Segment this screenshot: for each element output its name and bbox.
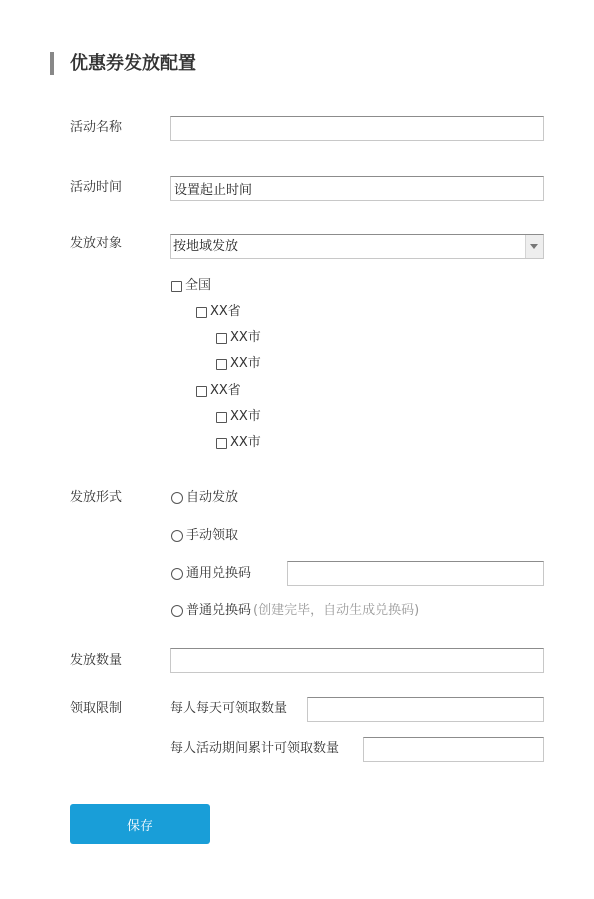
- quantity-label: 发放数量: [70, 653, 123, 668]
- per-day-limit-input[interactable]: [307, 697, 544, 722]
- city-option[interactable]: [216, 435, 261, 451]
- per-period-limit-input[interactable]: [363, 737, 544, 762]
- province-option[interactable]: [196, 383, 241, 399]
- method-normal-code-label: 普通兑换码: [186, 603, 252, 618]
- per-day-limit-label: 每人每天可领取数量: [170, 701, 288, 716]
- city-label: XX市: [230, 356, 261, 371]
- normal-code-hint: (创建完毕，自动生成兑换码): [253, 603, 420, 618]
- radio-icon[interactable]: [171, 568, 183, 580]
- per-period-limit-label: 每人活动期间累计可领取数量: [170, 741, 340, 756]
- city-option[interactable]: [216, 409, 261, 425]
- limit-label: 领取限制: [70, 701, 123, 716]
- chevron-down-icon: [530, 244, 538, 249]
- method-common-code-label: 通用兑换码: [186, 566, 252, 581]
- method-label: 发放形式: [70, 490, 123, 505]
- method-auto-option[interactable]: [171, 490, 238, 506]
- region-all-option[interactable]: [171, 278, 211, 294]
- province-option[interactable]: [196, 304, 241, 320]
- city-option[interactable]: [216, 356, 261, 372]
- target-select[interactable]: [170, 234, 544, 259]
- common-code-input[interactable]: [287, 561, 544, 586]
- city-label: XX市: [230, 409, 261, 424]
- radio-icon[interactable]: [171, 605, 183, 617]
- target-label: 发放对象: [70, 236, 123, 251]
- method-manual-label: 手动领取: [186, 528, 239, 543]
- activity-name-input[interactable]: [170, 116, 544, 141]
- province-label: XX省: [210, 383, 241, 398]
- checkbox-icon[interactable]: [216, 412, 227, 423]
- city-option[interactable]: [216, 330, 261, 346]
- city-label: XX市: [230, 435, 261, 450]
- method-auto-label: 自动发放: [186, 490, 239, 505]
- page-title: 优惠券发放配置: [70, 53, 196, 74]
- radio-icon[interactable]: [171, 530, 183, 542]
- select-arrow-button[interactable]: [525, 235, 543, 258]
- checkbox-icon[interactable]: [216, 438, 227, 449]
- activity-time-input[interactable]: [170, 176, 544, 201]
- checkbox-icon[interactable]: [196, 386, 207, 397]
- method-manual-option[interactable]: [171, 528, 238, 544]
- save-button[interactable]: 保存: [70, 804, 210, 844]
- activity-time-label: 活动时间: [70, 180, 123, 195]
- province-label: XX省: [210, 304, 241, 319]
- radio-icon[interactable]: [171, 492, 183, 504]
- method-normal-code-option[interactable]: [171, 603, 419, 619]
- checkbox-icon[interactable]: [196, 307, 207, 318]
- region-all-label: 全国: [185, 278, 212, 293]
- activity-name-label: 活动名称: [70, 120, 123, 135]
- city-label: XX市: [230, 330, 261, 345]
- title-accent-bar: [50, 52, 54, 75]
- checkbox-icon[interactable]: [216, 359, 227, 370]
- checkbox-icon[interactable]: [171, 281, 182, 292]
- checkbox-icon[interactable]: [216, 333, 227, 344]
- quantity-input[interactable]: [170, 648, 544, 673]
- target-select-value: 按地域发放: [173, 239, 239, 254]
- method-common-code-option[interactable]: [171, 566, 251, 582]
